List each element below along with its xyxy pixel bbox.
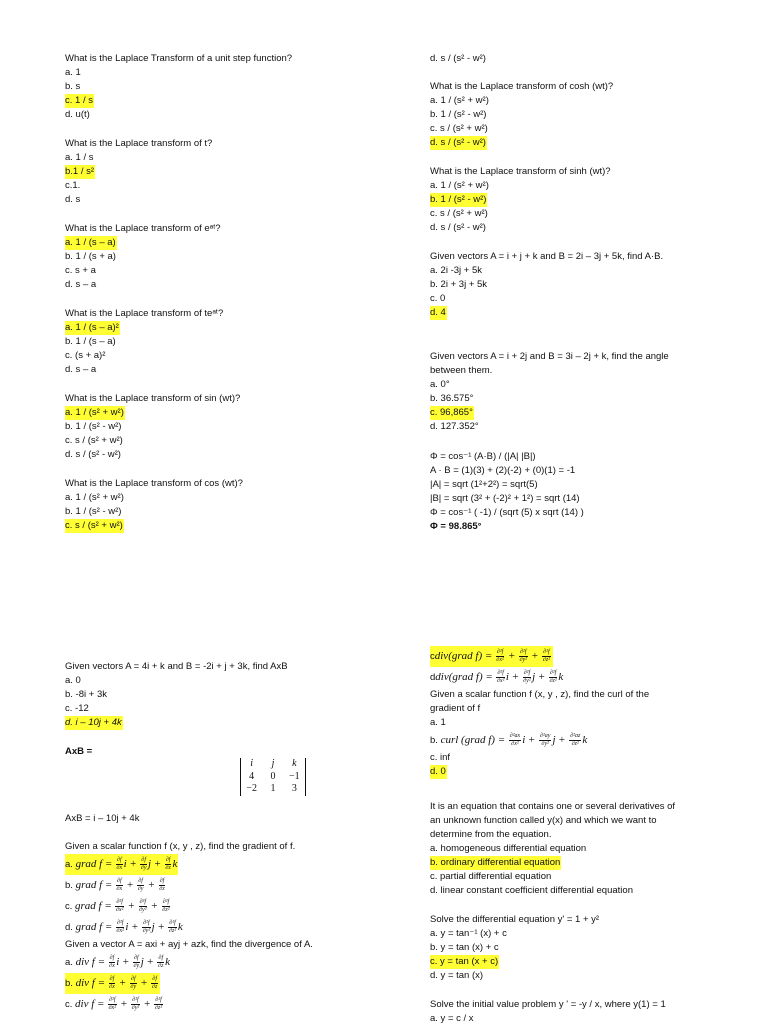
option-d: d. y = tan (x)	[430, 970, 484, 981]
question-block	[65, 137, 365, 207]
option-d: d. 127.352°	[430, 421, 479, 432]
question-text: What is the Laplace Transform of a unit step function?	[65, 53, 293, 64]
axb-result: AxB = i – 10j + 4k	[65, 813, 140, 824]
divgrad-option-d: ddiv(grad f) = $\frac{\text{∂²f}}{\text{∂x²}}$ i + $\frac{\text{∂²f}}{\text{∂y²}}$ j + $\frac{\text{∂²f}}{\text{∂z²}}$ k	[430, 669, 564, 684]
option-c-answer: c. y = tan (x + c)	[430, 956, 499, 967]
option-label: a.	[65, 859, 73, 870]
carry-over-option	[430, 52, 730, 66]
solution-line: Φ = cos⁻¹ ( -1) / (sqrt (5) x sqrt (14) )	[430, 507, 584, 518]
axb-label: AxB =	[65, 746, 93, 757]
question-block	[65, 307, 365, 377]
cross-product-question	[65, 660, 365, 730]
option-d: d. u(t)	[65, 109, 90, 120]
divgrad-option-c-answer: cdiv(grad f) = $\frac{\text{∂²f}}{\text{∂x²}}$ + $\frac{\text{∂²f}}{\text{∂y²}}$ + $\frac{\text{∂²f}}{\text{∂z²}}$	[430, 646, 553, 667]
question-block	[430, 165, 730, 235]
grad-option-a-answer: a. grad f = $\frac{\partial f}{\partial x}$ i + $\frac{\partial f}{\partial y}$ j + $\frac{\partial f}{\partial z}$ k	[65, 854, 178, 875]
curl-option-d-answer: d. 0	[430, 766, 446, 777]
option-b: b. 1 / (s² - w²)	[65, 421, 122, 432]
option-a: a. 1 / (s² + w²)	[430, 180, 489, 191]
option-c-answer: c. 96,865°	[430, 407, 473, 418]
option-c: c. partial differential equation	[430, 871, 552, 882]
option-b: b. 1 / (s² - w²)	[430, 109, 487, 120]
determinant-matrix	[240, 758, 306, 796]
option-d: d. s / (s² - w²)	[430, 222, 486, 233]
option-d-answer: d. 4	[430, 307, 446, 318]
matrix-cell: 1	[270, 783, 276, 794]
option-label: b.	[65, 978, 73, 989]
option-c-answer: c. 1 / s	[65, 95, 93, 106]
question-block	[65, 392, 365, 462]
question-text: It is an equation that contains one or several derivatives of	[430, 801, 676, 812]
option-a: a. homogeneous differential equation	[430, 843, 587, 854]
question-block	[430, 80, 730, 150]
option-label: c.	[65, 999, 73, 1010]
option-c: c. (s + a)²	[65, 350, 106, 361]
option-d: d. s – a	[65, 364, 97, 375]
question-text: What is the Laplace transform of sinh (wt)?	[430, 166, 611, 177]
formula-lhs: grad f =	[75, 858, 113, 870]
question-text: Solve the differential equation y' = 1 + y²	[430, 914, 600, 925]
option-d: d. s / (s² - w²)	[430, 53, 486, 64]
matrix-cell: −2	[246, 783, 257, 794]
question-text: What is the Laplace transform of cos (wt)?	[65, 478, 243, 489]
option-c: c. -12	[65, 703, 89, 714]
question-text: Solve the initial value problem y ' = -y / x, where y(1) = 1	[430, 999, 666, 1010]
question-text: What is the Laplace transform of teᵃᵗ?	[65, 308, 224, 319]
question-text-cont: determine from the equation.	[430, 829, 552, 840]
option-b: b. 36.575°	[430, 393, 474, 404]
option-b: b. 1 / (s² - w²)	[65, 506, 122, 517]
option-label: b.	[430, 735, 438, 746]
option-c: c.1.	[65, 180, 81, 191]
question-text: Given a vector A = axi + ayj + azk, find the divergence of A.	[65, 939, 313, 950]
question-block	[65, 52, 365, 122]
formula-lhs: div f =	[75, 956, 105, 968]
solve-question	[430, 913, 730, 983]
option-c: c. s / (s² + w²)	[430, 123, 488, 134]
option-d: d. s / (s² - w²)	[65, 449, 121, 460]
formula-lhs: div f =	[75, 998, 105, 1010]
curl-option-b: b. curl (grad f) = $\frac{\text{∂²ax}}{\text{∂x²}}$ i + $\frac{\text{∂²ay}}{\text{∂y²}}$ j + $\frac{\text{∂²az}}{\text{∂z²}}$ k	[430, 732, 588, 747]
solution-line: A · B = (1)(3) + (2)(-2) + (0)(1) = -1	[430, 465, 576, 476]
option-b: b. y = tan (x) + c	[430, 942, 499, 953]
option-a: a. 1 / (s² + w²)	[65, 492, 124, 503]
formula-lhs: grad f =	[75, 879, 113, 891]
curl-option-c: c. inf	[430, 752, 451, 763]
grad-option-d: d. grad f = $\frac{\text{∂²f}}{\text{∂x²}}$ i + $\frac{\text{∂²f}}{\text{∂y²}}$ j + $\frac{\text{∂²f}}{\text{∂z²}}$ k	[65, 919, 183, 934]
matrix-cell: k	[292, 758, 297, 769]
option-a-answer: a. 1 / (s² + w²)	[65, 407, 124, 418]
option-b: b. s	[65, 81, 81, 92]
formula-lhs: grad f =	[75, 921, 113, 933]
option-a: a. y = c / x	[430, 1013, 474, 1024]
option-a: a. 1 / s	[65, 152, 94, 163]
question-text: What is the Laplace transform of t?	[65, 138, 213, 149]
option-a: a. 0	[65, 675, 81, 686]
option-a: a. 2i -3j + 5k	[430, 265, 483, 276]
option-c: c. s / (s² + w²)	[65, 435, 123, 446]
ivp-question	[430, 998, 730, 1026]
axb-result-block	[65, 812, 365, 826]
divgrad-options	[430, 646, 730, 779]
question-text-cont: an unknown function called y(x) and which we want to	[430, 815, 657, 826]
option-a: a. y = tan⁻¹ (x) + c	[430, 928, 507, 939]
axb-label-block	[65, 745, 365, 759]
option-a: a. 1	[65, 67, 81, 78]
question-block	[65, 222, 365, 292]
option-c-answer: c. s / (s² + w²)	[65, 520, 123, 531]
question-block	[430, 350, 730, 434]
question-text: What is the Laplace transform of eᵃᵗ?	[65, 223, 221, 234]
solution-result: Φ = 98.865°	[430, 521, 482, 532]
curl-option-a: a. 1	[430, 717, 446, 728]
option-d: d. s	[65, 194, 81, 205]
formula-lhs: div(grad f) =	[434, 650, 493, 662]
option-d: d. linear constant coefficient differential equation	[430, 885, 633, 896]
option-label: c.	[65, 901, 73, 912]
gradient-question	[65, 840, 365, 1015]
div-option-b-answer: b. div f = $\frac{\partial f}{\partial x}$ + $\frac{\partial f}{\partial y}$ + $\frac{\partial f}{\partial z}$	[65, 973, 160, 994]
question-text-cont: gradient of f	[430, 703, 481, 714]
option-label: d.	[65, 922, 73, 933]
option-label: b.	[65, 880, 73, 891]
formula-lhs: curl (grad f) =	[440, 734, 506, 746]
grad-option-b: b. grad f = $\frac{\partial f}{\partial x}$ + $\frac{\partial f}{\partial y}$ + $\frac{\partial f}{\partial z}$	[65, 877, 165, 892]
matrix-cell: 3	[291, 783, 297, 794]
question-text: What is the Laplace transform of sin (wt)?	[65, 393, 241, 404]
question-text: What is the Laplace transform of cosh (wt)?	[430, 81, 614, 92]
question-text-cont: between them.	[430, 365, 493, 376]
div-option-c: c. div f = $\frac{\text{∂²f}}{\text{∂x²}}$ + $\frac{\text{∂²f}}{\text{∂y²}}$ + $\frac{\text{∂²f}}{\text{∂z²}}$	[65, 996, 163, 1011]
option-a-answer: a. 1 / (s – a)²	[65, 322, 119, 333]
option-b-answer: b. ordinary differential equation	[430, 857, 561, 868]
div-option-a: a. div f = $\frac{\partial f}{\partial x}$ i + $\frac{\partial f}{\partial y}$ j + $\frac{\partial f}{\partial z}$ k	[65, 954, 171, 969]
option-b-answer: b. 1 / (s² - w²)	[430, 194, 487, 205]
matrix-cell: −1	[288, 770, 300, 782]
solution-line: |A| = sqrt (1²+2²) = sqrt(5)	[430, 479, 538, 490]
option-label: a.	[65, 957, 73, 968]
option-d-answer: d. i – 10j + 4k	[65, 717, 122, 728]
option-a: a. 1 / (s² + w²)	[430, 95, 489, 106]
formula-lhs: grad f =	[75, 900, 112, 912]
option-a: a. 0°	[430, 379, 450, 390]
option-d-answer: d. s / (s² - w²)	[430, 137, 486, 148]
option-c: c. 0	[430, 293, 446, 304]
option-b: b. 2i + 3j + 5k	[430, 279, 488, 290]
option-d: d. s – a	[65, 279, 97, 290]
grad-option-c: c. grad f = $\frac{\text{∂²f}}{\text{∂x²}}$ + $\frac{\text{∂²f}}{\text{∂y²}}$ + $\frac{\text{∂²f}}{\text{∂z²}}$	[65, 898, 170, 913]
matrix-cell: 0	[270, 770, 276, 782]
solution-line: |B| = sqrt (3² + (-2)² + 1²) = sqrt (14)	[430, 493, 580, 504]
question-text: Given a scalar function f (x, y , z), find the curl of the	[430, 689, 650, 700]
option-label: d	[430, 672, 436, 683]
matrix-cell: i	[250, 758, 254, 769]
option-b: b. -8i + 3k	[65, 689, 107, 700]
formula-lhs: div f =	[75, 977, 105, 989]
option-b: b. 1 / (s + a)	[65, 251, 116, 262]
option-c: c. s + a	[65, 265, 96, 276]
ode-question	[430, 800, 730, 898]
matrix-cell: j	[271, 758, 275, 769]
solution-block	[430, 450, 730, 534]
question-text: Given vectors A = 4i + k and B = -2i + j + 3k, find AxB	[65, 661, 288, 672]
question-block	[65, 477, 365, 533]
option-b-answer: b.1 / s²	[65, 166, 95, 177]
option-label: c	[430, 651, 435, 662]
option-c: c. s / (s² + w²)	[430, 208, 488, 219]
question-text: Given vectors A = i + 2j and B = 3i – 2j + k, find the angle	[430, 351, 669, 362]
formula-lhs: div(grad f) =	[435, 671, 493, 683]
solution-line: Φ = cos⁻¹ (A·B) / (|A| |B|)	[430, 451, 536, 462]
option-a-answer: a. 1 / (s – a)	[65, 237, 116, 248]
question-block	[430, 250, 730, 320]
matrix-cell: 4	[249, 770, 255, 782]
question-text: Given vectors A = i + j + k and B = 2i – 3j + 5k, find A·B.	[430, 251, 664, 262]
question-text: Given a scalar function f (x, y , z), find the gradient of f.	[65, 841, 296, 852]
option-b: b. 1 / (s – a)	[65, 336, 116, 347]
